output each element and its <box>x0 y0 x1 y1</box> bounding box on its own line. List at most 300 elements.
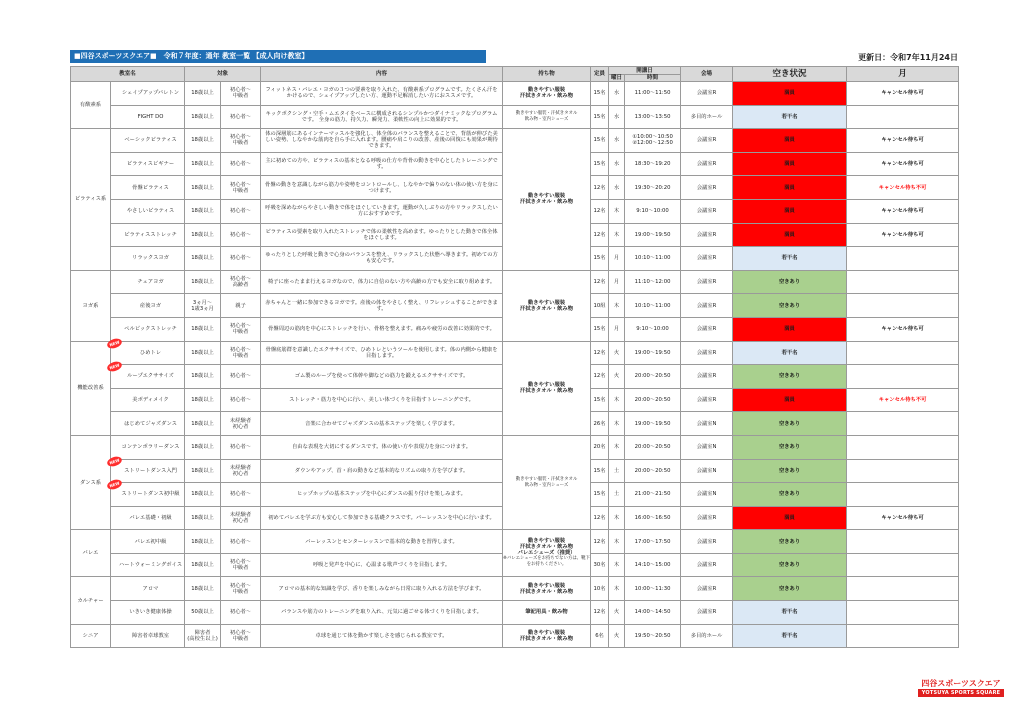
class-description: バーレッスンとセンターレッスンで基本的な動きを習得します。 <box>261 530 503 554</box>
class-name-text: シェイプアップバレトン <box>121 90 180 97</box>
target-age: 18歳以上 <box>185 82 221 106</box>
target-age: 18歳以上 <box>185 270 221 294</box>
capacity: 12名 <box>591 506 609 530</box>
weekday: 水 <box>609 176 625 200</box>
waitlist-status <box>847 459 959 483</box>
capacity: 12名 <box>591 530 609 554</box>
class-name <box>111 294 185 318</box>
category-cell: ダンス系 <box>71 435 111 529</box>
capacity: 15名 <box>591 317 609 341</box>
header-capacity: 定員 <box>591 67 609 82</box>
capacity: 10組 <box>591 294 609 318</box>
waitlist-status: キャンセル待ち可 <box>847 317 959 341</box>
venue: 会議室N <box>681 435 733 459</box>
target-level: 初心者～ <box>221 435 261 459</box>
target-age: 18歳以上 <box>185 483 221 507</box>
class-name <box>111 553 185 577</box>
class-time: 11:10～12:00 <box>625 270 681 294</box>
class-description: 呼吸と発声を中心に、心温まる歌声づくりを目指します。 <box>261 553 503 577</box>
capacity: 15名 <box>591 459 609 483</box>
class-name-text: 障害者卓球教室 <box>131 632 170 639</box>
availability-status: 満員 <box>733 176 847 200</box>
capacity: 12名 <box>591 176 609 200</box>
capacity: 15名 <box>591 247 609 271</box>
capacity: 15名 <box>591 483 609 507</box>
class-time: 19:00～19:50 <box>625 341 681 365</box>
target-level: 初心者～ <box>221 483 261 507</box>
target-level: 未経験者 初心者 <box>221 412 261 436</box>
class-time: 20:00～20:50 <box>625 459 681 483</box>
target-age: 障害者 (高校生以上) <box>185 624 221 648</box>
header-items: 持ち物 <box>503 67 591 82</box>
availability-status: 満員 <box>733 388 847 412</box>
venue: 会議室R <box>681 82 733 106</box>
capacity: 15名 <box>591 152 609 176</box>
capacity: 15名 <box>591 129 609 153</box>
class-name-text: ハートウォーミングボイス <box>118 562 183 569</box>
class-description: 赤ちゃんと一緒に参加できるヨガです。産後の体をやさしく整え、リフレッシュすることができます。 <box>261 294 503 318</box>
class-description: ダウンやアップ、首・肩の動きなど基本的なリズムの取り方を学びます。 <box>261 459 503 483</box>
availability-status: 若干名 <box>733 247 847 271</box>
class-name-text: チェアヨガ <box>137 279 164 286</box>
class-description: 卓球を通じて体を動かす楽しさを感じられる教室です。 <box>261 624 503 648</box>
class-name <box>111 129 185 153</box>
availability-status: 若干名 <box>733 105 847 129</box>
class-name <box>111 530 185 554</box>
venue: 会議室R <box>681 341 733 365</box>
class-name <box>108 362 185 389</box>
new-badge: NEW <box>106 360 123 373</box>
availability-status: 空きあり <box>733 365 847 389</box>
availability-status: 空きあり <box>733 530 847 554</box>
target-level: 初心者～ 中級者 <box>221 624 261 648</box>
waitlist-status <box>847 553 959 577</box>
header-room: 会場 <box>681 67 733 82</box>
weekday: 木 <box>609 388 625 412</box>
class-time: 14:00～14:50 <box>625 601 681 625</box>
weekday: 土 <box>609 483 625 507</box>
class-name <box>111 247 185 271</box>
capacity: 12名 <box>591 601 609 625</box>
weekday: 木 <box>609 530 625 554</box>
class-name-text: いきいき健康体操 <box>129 609 172 616</box>
waitlist-status <box>847 365 959 389</box>
class-name <box>111 105 185 129</box>
target-level: 初心者～ 高齢者 <box>221 270 261 294</box>
waitlist-status: キャンセル待ち可 <box>847 82 959 106</box>
logo-text-en: YOTSUYA SPORTS SQUARE <box>918 689 1004 697</box>
target-level: 初心者～ 中級者 <box>221 129 261 153</box>
class-name <box>111 412 185 436</box>
class-name <box>111 199 185 223</box>
class-description: キックボクシング・空手・ムエタイをベースに構成されるシンプルかつダイナミックなプログラムです。 全身の筋力、持久力、瞬発力、柔軟性の向上に効果的です。 <box>261 105 503 129</box>
venue: 会議室R <box>681 388 733 412</box>
venue: 会議室R <box>681 294 733 318</box>
weekday: 火 <box>609 601 625 625</box>
class-name-text: リラックスヨガ <box>132 255 169 262</box>
waitlist-status <box>847 577 959 601</box>
category-cell: 有酸素系 <box>71 82 111 129</box>
new-badge: NEW <box>106 336 123 349</box>
class-time: 20:00～20:50 <box>625 388 681 412</box>
class-name <box>111 506 185 530</box>
availability-status: 空きあり <box>733 553 847 577</box>
items-to-bring <box>503 105 591 129</box>
class-description: 呼吸を深めながらやさしい動きで体をほぐしていきます。運動が久しぶりの方やリラックスしたい方におすすめです。 <box>261 199 503 223</box>
class-description: 初めてバレエを学ぶ方も安心して参加できる基礎クラスです。バーレッスンを中心に行います。 <box>261 506 503 530</box>
venue: 会議室R <box>681 506 733 530</box>
table-row <box>71 82 959 106</box>
items-note: 動きやすい服装・汗拭きタオル 飲み物・室内シューズ <box>515 476 578 488</box>
table-row <box>71 270 959 294</box>
target-age: 18歳以上 <box>185 199 221 223</box>
class-name-text: 骨盤ピラティス <box>132 184 169 191</box>
class-name-text: バレエ初中級 <box>134 538 167 545</box>
waitlist-status <box>847 247 959 271</box>
class-time: 10:10～11:00 <box>625 247 681 271</box>
items-note: ※バレエシューズをお持ちでない方は、靴下をお持ちください。 <box>503 556 590 568</box>
availability-status: 満員 <box>733 506 847 530</box>
availability-status: 若干名 <box>733 624 847 648</box>
waitlist-status <box>847 341 959 365</box>
target-level: 初心者～ <box>221 388 261 412</box>
class-name <box>108 457 185 483</box>
target-age: 18歳以上 <box>185 317 221 341</box>
weekday: 火 <box>609 365 625 389</box>
waitlist-status <box>847 624 959 648</box>
target-level: 初心者～ 中級者 <box>221 341 261 365</box>
class-description: アロマの基本的な知識を学び、香りを楽しみながら日常に取り入れる方法を学びます。 <box>261 577 503 601</box>
class-name <box>111 388 185 412</box>
items-to-bring <box>503 341 591 435</box>
class-name <box>111 176 185 200</box>
new-badge: NEW <box>106 478 123 491</box>
class-description: 体の深層筋にあるインナーマッスルを強化し、体全体のバランスを整えることで、背筋が伸びた美しい姿勢、しなやかな筋肉を自ら手に入れます。腰痛や肩こりの改善、産後の回復にも効果が期待できます。 <box>261 129 503 153</box>
waitlist-status: キャンセル待ち可 <box>847 152 959 176</box>
class-name-text: ピラティスビギナー <box>126 161 175 168</box>
weekday: 木 <box>609 223 625 247</box>
class-name <box>111 317 185 341</box>
availability-status: 満員 <box>733 223 847 247</box>
target-age: 18歳以上 <box>185 105 221 129</box>
class-description: ヒップホップの基本ステップを中心にダンスの振り付けを楽しみます。 <box>261 483 503 507</box>
table-row <box>71 105 959 129</box>
class-name-text: 産後ヨガ <box>139 302 162 309</box>
availability-status: 空きあり <box>733 294 847 318</box>
waitlist-status <box>847 270 959 294</box>
header-time: 時間 <box>625 75 681 82</box>
target-level: 初心者～ 中級者 <box>221 577 261 601</box>
class-name <box>111 601 185 625</box>
items-to-bring <box>503 435 591 529</box>
capacity: 12名 <box>591 270 609 294</box>
weekday: 月 <box>609 270 625 294</box>
class-schedule-table <box>70 66 959 648</box>
capacity: 12名 <box>591 223 609 247</box>
target-age: 18歳以上 <box>185 435 221 459</box>
class-name-text: やさしいピラティス <box>126 208 175 215</box>
category-cell: カルチャー <box>71 577 111 624</box>
venue: 会議室R <box>681 577 733 601</box>
weekday: 水 <box>609 129 625 153</box>
class-time: 19:30～20:20 <box>625 176 681 200</box>
waitlist-status <box>847 601 959 625</box>
target-level: 初心者～ <box>221 223 261 247</box>
table-row <box>71 577 959 601</box>
category-cell: ヨガ系 <box>71 270 111 341</box>
target-level: 初心者～ <box>221 152 261 176</box>
items-to-bring <box>503 624 591 648</box>
class-description: ゴム製のループを使って体幹や脚などの筋力を鍛えるエクササイズです。 <box>261 365 503 389</box>
target-age: 18歳以上 <box>185 388 221 412</box>
items-main: 動きやすい服装 汗拭きタオル・飲み物 <box>520 629 574 642</box>
class-description: ピラティスの要素を取り入れたストレッチで体の柔軟性を高めます。ゆったりとした動きで体全体をほぐします。 <box>261 223 503 247</box>
target-age: 18歳以上 <box>185 247 221 271</box>
venue: 会議室N <box>681 459 733 483</box>
class-time: 10:00～11:30 <box>625 577 681 601</box>
waitlist-status: キャンセル待ち可 <box>847 223 959 247</box>
weekday: 木 <box>609 294 625 318</box>
waitlist-status <box>847 530 959 554</box>
venue: 会議室R <box>681 176 733 200</box>
waitlist-status: キャンセル待ち可 <box>847 199 959 223</box>
capacity: 26名 <box>591 412 609 436</box>
target-level: 初心者～ <box>221 365 261 389</box>
target-level: 初心者～ 中級者 <box>221 553 261 577</box>
target-age: 18歳以上 <box>185 506 221 530</box>
class-time: 19:00～19:50 <box>625 412 681 436</box>
waitlist-status <box>847 412 959 436</box>
class-time: 9:10～10:00 <box>625 317 681 341</box>
header-class-name: 教室名 <box>71 67 185 82</box>
venue: 会議室R <box>681 553 733 577</box>
class-time: 11:00～11:50 <box>625 82 681 106</box>
weekday: 火 <box>609 624 625 648</box>
items-to-bring <box>503 82 591 106</box>
items-main: 動きやすい服装 汗拭きタオル・飲み物 <box>520 299 574 312</box>
class-name-text: ストリートダンス入門 <box>124 467 177 474</box>
header-month: 月 <box>847 67 959 82</box>
target-level: 初心者～ 中級者 <box>221 82 261 106</box>
items-to-bring <box>503 129 591 271</box>
class-time: 17:00～17:50 <box>625 530 681 554</box>
availability-status: 空きあり <box>733 412 847 436</box>
target-level: 未経験者 初心者 <box>221 506 261 530</box>
waitlist-status <box>847 483 959 507</box>
target-age: 18歳以上 <box>185 341 221 365</box>
class-description: 椅子に座ったまま行えるヨガなので、体力に自信のない方や高齢の方でも安全に取り組めます。 <box>261 270 503 294</box>
capacity: 6名 <box>591 624 609 648</box>
table-row <box>71 601 959 625</box>
logo-text-jp: 四谷スポーツスクエア <box>921 679 1001 688</box>
venue: 会議室R <box>681 601 733 625</box>
class-description: 骨盤周辺の筋肉を中心にストレッチを行い、骨格を整えます。痛みや疲労の改善に効果的です。 <box>261 317 503 341</box>
weekday: 月 <box>609 247 625 271</box>
target-age: 3ヵ月～ 1歳3ヵ月 <box>185 294 221 318</box>
weekday: 木 <box>609 412 625 436</box>
capacity: 12名 <box>591 199 609 223</box>
waitlist-status <box>847 294 959 318</box>
availability-status: 若干名 <box>733 341 847 365</box>
items-main: 動きやすい服装 汗拭きタオル・飲み物 <box>520 87 574 100</box>
target-level: 初心者～ <box>221 601 261 625</box>
class-time: 19:50～20:50 <box>625 624 681 648</box>
table-row <box>71 435 959 459</box>
weekday: 水 <box>609 152 625 176</box>
class-time: 16:00～16:50 <box>625 506 681 530</box>
waitlist-status: キャンセル待ち可 <box>847 129 959 153</box>
category-cell: ピラティス系 <box>71 129 111 271</box>
availability-status: 満員 <box>733 199 847 223</box>
table-row <box>71 129 959 153</box>
availability-status: 満員 <box>733 152 847 176</box>
class-time: 13:00～13:50 <box>625 105 681 129</box>
availability-status: 空きあり <box>733 459 847 483</box>
target-level: 未経験者 初心者 <box>221 459 261 483</box>
class-description: 骨盤底筋群を意識したエクササイズで、ひめトレというツールを使用します。体の内側から健康を目指します。 <box>261 341 503 365</box>
availability-status: 空きあり <box>733 483 847 507</box>
weekday: 水 <box>609 105 625 129</box>
items-main: 動きやすい服装 汗拭きタオル・飲み物 <box>520 193 574 206</box>
header-availability: 空き状況 <box>733 67 847 82</box>
target-level: 初心者～ <box>221 247 261 271</box>
class-name <box>108 480 185 507</box>
waitlist-status <box>847 435 959 459</box>
venue: 会議室N <box>681 412 733 436</box>
schedule-rows <box>71 82 959 648</box>
venue: 会議室R <box>681 223 733 247</box>
class-name <box>111 624 185 648</box>
class-name-text: アロマ <box>142 585 159 592</box>
target-level: 初心者～ <box>221 199 261 223</box>
target-age: 18歳以上 <box>185 152 221 176</box>
target-age: 18歳以上 <box>185 223 221 247</box>
class-description: 骨盤の動きを意識しながら筋力や姿勢をコントロールし、しなやかで偏りのない体の使い方を身につけます。 <box>261 176 503 200</box>
weekday: 木 <box>609 199 625 223</box>
venue: 会議室N <box>681 483 733 507</box>
items-to-bring <box>503 530 591 577</box>
capacity: 15名 <box>591 388 609 412</box>
availability-status: 満員 <box>733 317 847 341</box>
venue: 会議室R <box>681 270 733 294</box>
page-title: ■四谷スポーツスクエア■ 令和７年度：通年 教室一覧 【成人向け教室】 <box>70 50 486 63</box>
target-age: 18歳以上 <box>185 530 221 554</box>
target-age: 18歳以上 <box>185 365 221 389</box>
class-description: ストレッチ・筋力を中心に行い、美しい体づくりを目指すトレーニングです。 <box>261 388 503 412</box>
category-cell: バレエ <box>71 530 111 577</box>
class-name-text: ストリートダンス初中級 <box>121 491 180 498</box>
class-name <box>111 435 185 459</box>
class-name-text: バレエ基礎・初級 <box>129 514 172 521</box>
weekday: 水 <box>609 82 625 106</box>
availability-status: 若干名 <box>733 601 847 625</box>
header-schedule: 開講日 <box>609 67 681 75</box>
class-description: 主に初めての方や、ピラティスの基本となる呼吸の仕方や背骨の動きを中心としたトレーニングです。 <box>261 152 503 176</box>
venue: 会議室R <box>681 317 733 341</box>
class-time: 21:00～21:50 <box>625 483 681 507</box>
target-age: 18歳以上 <box>185 459 221 483</box>
venue: 会議室R <box>681 152 733 176</box>
capacity: 15名 <box>591 105 609 129</box>
class-name-text: ベーシックピラティス <box>124 137 177 144</box>
items-to-bring <box>503 270 591 341</box>
waitlist-status: キャンセル待ち不可 <box>847 388 959 412</box>
availability-status: 空きあり <box>733 270 847 294</box>
items-main: 動きやすい服装 汗拭きタオル・飲み物 バレエシューズ（推奨） <box>517 538 576 557</box>
availability-status: 満員 <box>733 129 847 153</box>
new-badge: NEW <box>106 454 123 467</box>
venue: 多目的ホール <box>681 105 733 129</box>
weekday: 木 <box>609 506 625 530</box>
venue: 多目的ホール <box>681 624 733 648</box>
class-name <box>111 82 185 106</box>
target-age: 18歳以上 <box>185 176 221 200</box>
target-level: 初心者～ 中級者 <box>221 317 261 341</box>
updated-date: 更新日：令和7年11月24日 <box>858 53 958 62</box>
header-content: 内容 <box>261 67 503 82</box>
class-description: ゆったりとした呼吸と動きで心身のバランスを整え、リラックスした状態へ導きます。初めての方も安心です。 <box>261 247 503 271</box>
target-age: 18歳以上 <box>185 553 221 577</box>
class-description: フィットネス・バレエ・ヨガの３つの要素を取り入れた、有酸素系プログラムです。たくさん汗をかけるので、シェイプアップしたい方、運動不足解消したい方におススメです。 <box>261 82 503 106</box>
items-main: 筆記用具・飲み物 <box>525 609 568 616</box>
waitlist-status: キャンセル待ち可 <box>847 506 959 530</box>
target-level: 初心者～ <box>221 105 261 129</box>
waitlist-status <box>847 105 959 129</box>
class-name <box>108 339 185 365</box>
venue: 会議室R <box>681 365 733 389</box>
target-age: 18歳以上 <box>185 577 221 601</box>
target-age: 18歳以上 <box>185 129 221 153</box>
capacity: 15名 <box>591 82 609 106</box>
class-time: 9:10～10:00 <box>625 199 681 223</box>
capacity: 12名 <box>591 365 609 389</box>
weekday: 木 <box>609 577 625 601</box>
header-day: 曜日 <box>609 75 625 82</box>
class-name-text: ピラティスストレッチ <box>124 231 177 238</box>
items-to-bring <box>503 577 591 601</box>
availability-status: 空きあり <box>733 577 847 601</box>
items-main: 動きやすい服装 汗拭きタオル・飲み物 <box>520 582 574 595</box>
class-name-text: ひめトレ <box>139 349 162 356</box>
class-name <box>111 152 185 176</box>
class-name-text: ループエクササイズ <box>127 373 174 380</box>
class-name-text: はじめてジャズダンス <box>124 420 177 427</box>
class-time: 10:10～11:00 <box>625 294 681 318</box>
venue: 会議室R <box>681 129 733 153</box>
venue: 会議室R <box>681 247 733 271</box>
items-note: 動きやすい服装・汗拭きタオル 飲み物・室内シューズ <box>515 110 578 122</box>
class-time: 18:30～19:20 <box>625 152 681 176</box>
target-age: 50歳以上 <box>185 601 221 625</box>
class-name-text: FIGHT DO <box>137 113 164 120</box>
class-name <box>111 577 185 601</box>
target-age: 18歳以上 <box>185 412 221 436</box>
class-name <box>111 270 185 294</box>
class-time: 20:00～20:50 <box>625 435 681 459</box>
capacity: 30名 <box>591 553 609 577</box>
items-main: 動きやすい服装 汗拭きタオル・飲み物 <box>520 382 574 395</box>
category-cell: シニア <box>71 624 111 648</box>
waitlist-status: キャンセル待ち不可 <box>847 176 959 200</box>
target-level: 初心者～ 中級者 <box>221 176 261 200</box>
header-target: 対象 <box>185 67 261 82</box>
class-name <box>111 223 185 247</box>
table-row <box>71 530 959 554</box>
class-time: 19:00～19:50 <box>625 223 681 247</box>
table-row <box>71 624 959 648</box>
category-cell: 機能改善系 <box>71 341 111 435</box>
table-row <box>71 341 959 365</box>
